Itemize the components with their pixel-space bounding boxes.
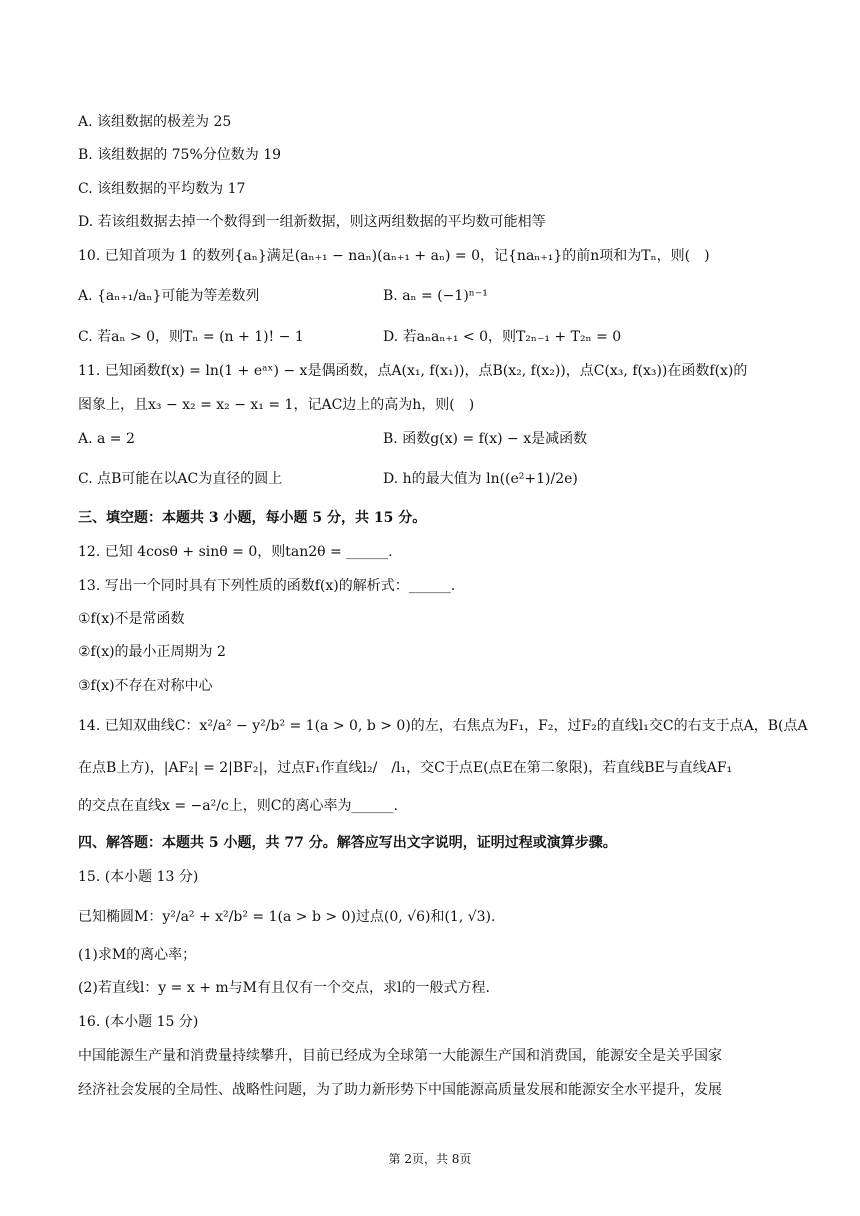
text-line-q14: 14. 已知双曲线C：x²/a² − y²/b² = 1(a > 0, b > 0)的左，右焦点为F₁，F₂，过F₂的直线l₁交C的右支于点A，B(点A: [78, 718, 808, 734]
text-line-q15_1: (1)求M的离心率；: [78, 947, 197, 963]
text-line-sec3: 三、填空题：本题共 3 小题，每小题 5 分，共 15 分。: [78, 510, 427, 526]
text-line-q9b: B. 该组数据的 75%分位数为 19: [78, 147, 282, 163]
text-line-q15s: 已知椭圆M：y²/a² + x²/b² = 1(a > b > 0)过点(0, √6)和(1, √3).: [78, 909, 496, 925]
text-line-q11D: D. h的最大值为 ln((e²+1)/2e): [383, 471, 578, 487]
text-line-q10: 10. 已知首项为 1 的数列{aₙ}满足(aₙ₊₁ − naₙ)(aₙ₊₁ + aₙ) = 0，记{naₙ₊₁}的前n项和为Tₙ，则( ): [78, 248, 710, 264]
text-line-q15_2: (2)若直线l：y = x + m与M有且仅有一个交点，求l的一般式方程.: [78, 980, 490, 996]
text-line-q10c: C. 若aₙ > 0，则Tₙ = (n + 1)! − 1: [78, 329, 304, 345]
text-line-q11b: 图象上，且x₃ − x₂ = x₂ − x₁ = 1，记AC边上的高为h，则( ): [78, 397, 475, 413]
text-line-q14b: 在点B上方)，|AF₂| = 2|BF₂|，过点F₁作直线l₂/ /l₁，交C于点E(点E在第二象限)，若直线BE与直线AF₁: [78, 760, 733, 776]
text-line-q11C: C. 点B可能在以AC为直径的圆上: [78, 471, 283, 487]
page-footer: 第 2页，共 8页: [388, 1152, 472, 1166]
text-line-q10a: A. {aₙ₊₁/aₙ}可能为等差数列: [78, 288, 260, 304]
text-line-sec4: 四、解答题：本题共 5 小题，共 77 分。解答应写出文字说明，证明过程或演算步骤。: [78, 835, 617, 851]
text-line-q13a: ①f(x)不是常函数: [78, 611, 185, 627]
text-line-q13b: ②f(x)的最小正周期为 2: [78, 644, 226, 660]
text-line-q13c: ③f(x)不存在对称中心: [78, 678, 213, 694]
text-line-q11B: B. 函数g(x) = f(x) − x是减函数: [383, 431, 588, 447]
text-line-q16b: 经济社会发展的全局性、战略性问题，为了助力新形势下中国能源高质量发展和能源安全水平提升，发展: [78, 1082, 722, 1098]
text-line-q9a: A. 该组数据的极差为 25: [78, 114, 232, 130]
text-line-q9c: C. 该组数据的平均数为 17: [78, 181, 246, 197]
text-line-q14c: 的交点在直线x = −a²/c上，则C的离心率为______.: [78, 798, 398, 814]
text-line-q11A: A. a = 2: [78, 431, 135, 447]
text-line-q10d: D. 若aₙaₙ₊₁ < 0，则T₂ₙ₋₁ + T₂ₙ = 0: [383, 329, 622, 345]
text-line-q10b: B. aₙ = (−1)ⁿ⁻¹: [383, 288, 488, 304]
text-line-q16: 16. (本小题 15 分): [78, 1014, 199, 1030]
text-line-q9d: D. 若该组数据去掉一个数得到一组新数据，则这两组数据的平均数可能相等: [78, 214, 546, 230]
text-line-q13: 13. 写出一个同时具有下列性质的函数f(x)的解析式：______.: [78, 578, 456, 594]
text-line-q11: 11. 已知函数f(x) = ln(1 + eᵃˣ) − x是偶函数，点A(x₁, f(x₁))，点B(x₂, f(x₂))，点C(x₃, f(x₃))在函数f(x)的: [78, 363, 748, 379]
text-line-q12: 12. 已知 4cosθ + sinθ = 0，则tan2θ = ______.: [78, 544, 393, 560]
text-line-q16a: 中国能源生产量和消费量持续攀升，目前已经成为全球第一大能源生产国和消费国，能源安全是关乎国家: [78, 1048, 722, 1064]
text-line-q15: 15. (本小题 13 分): [78, 869, 199, 885]
